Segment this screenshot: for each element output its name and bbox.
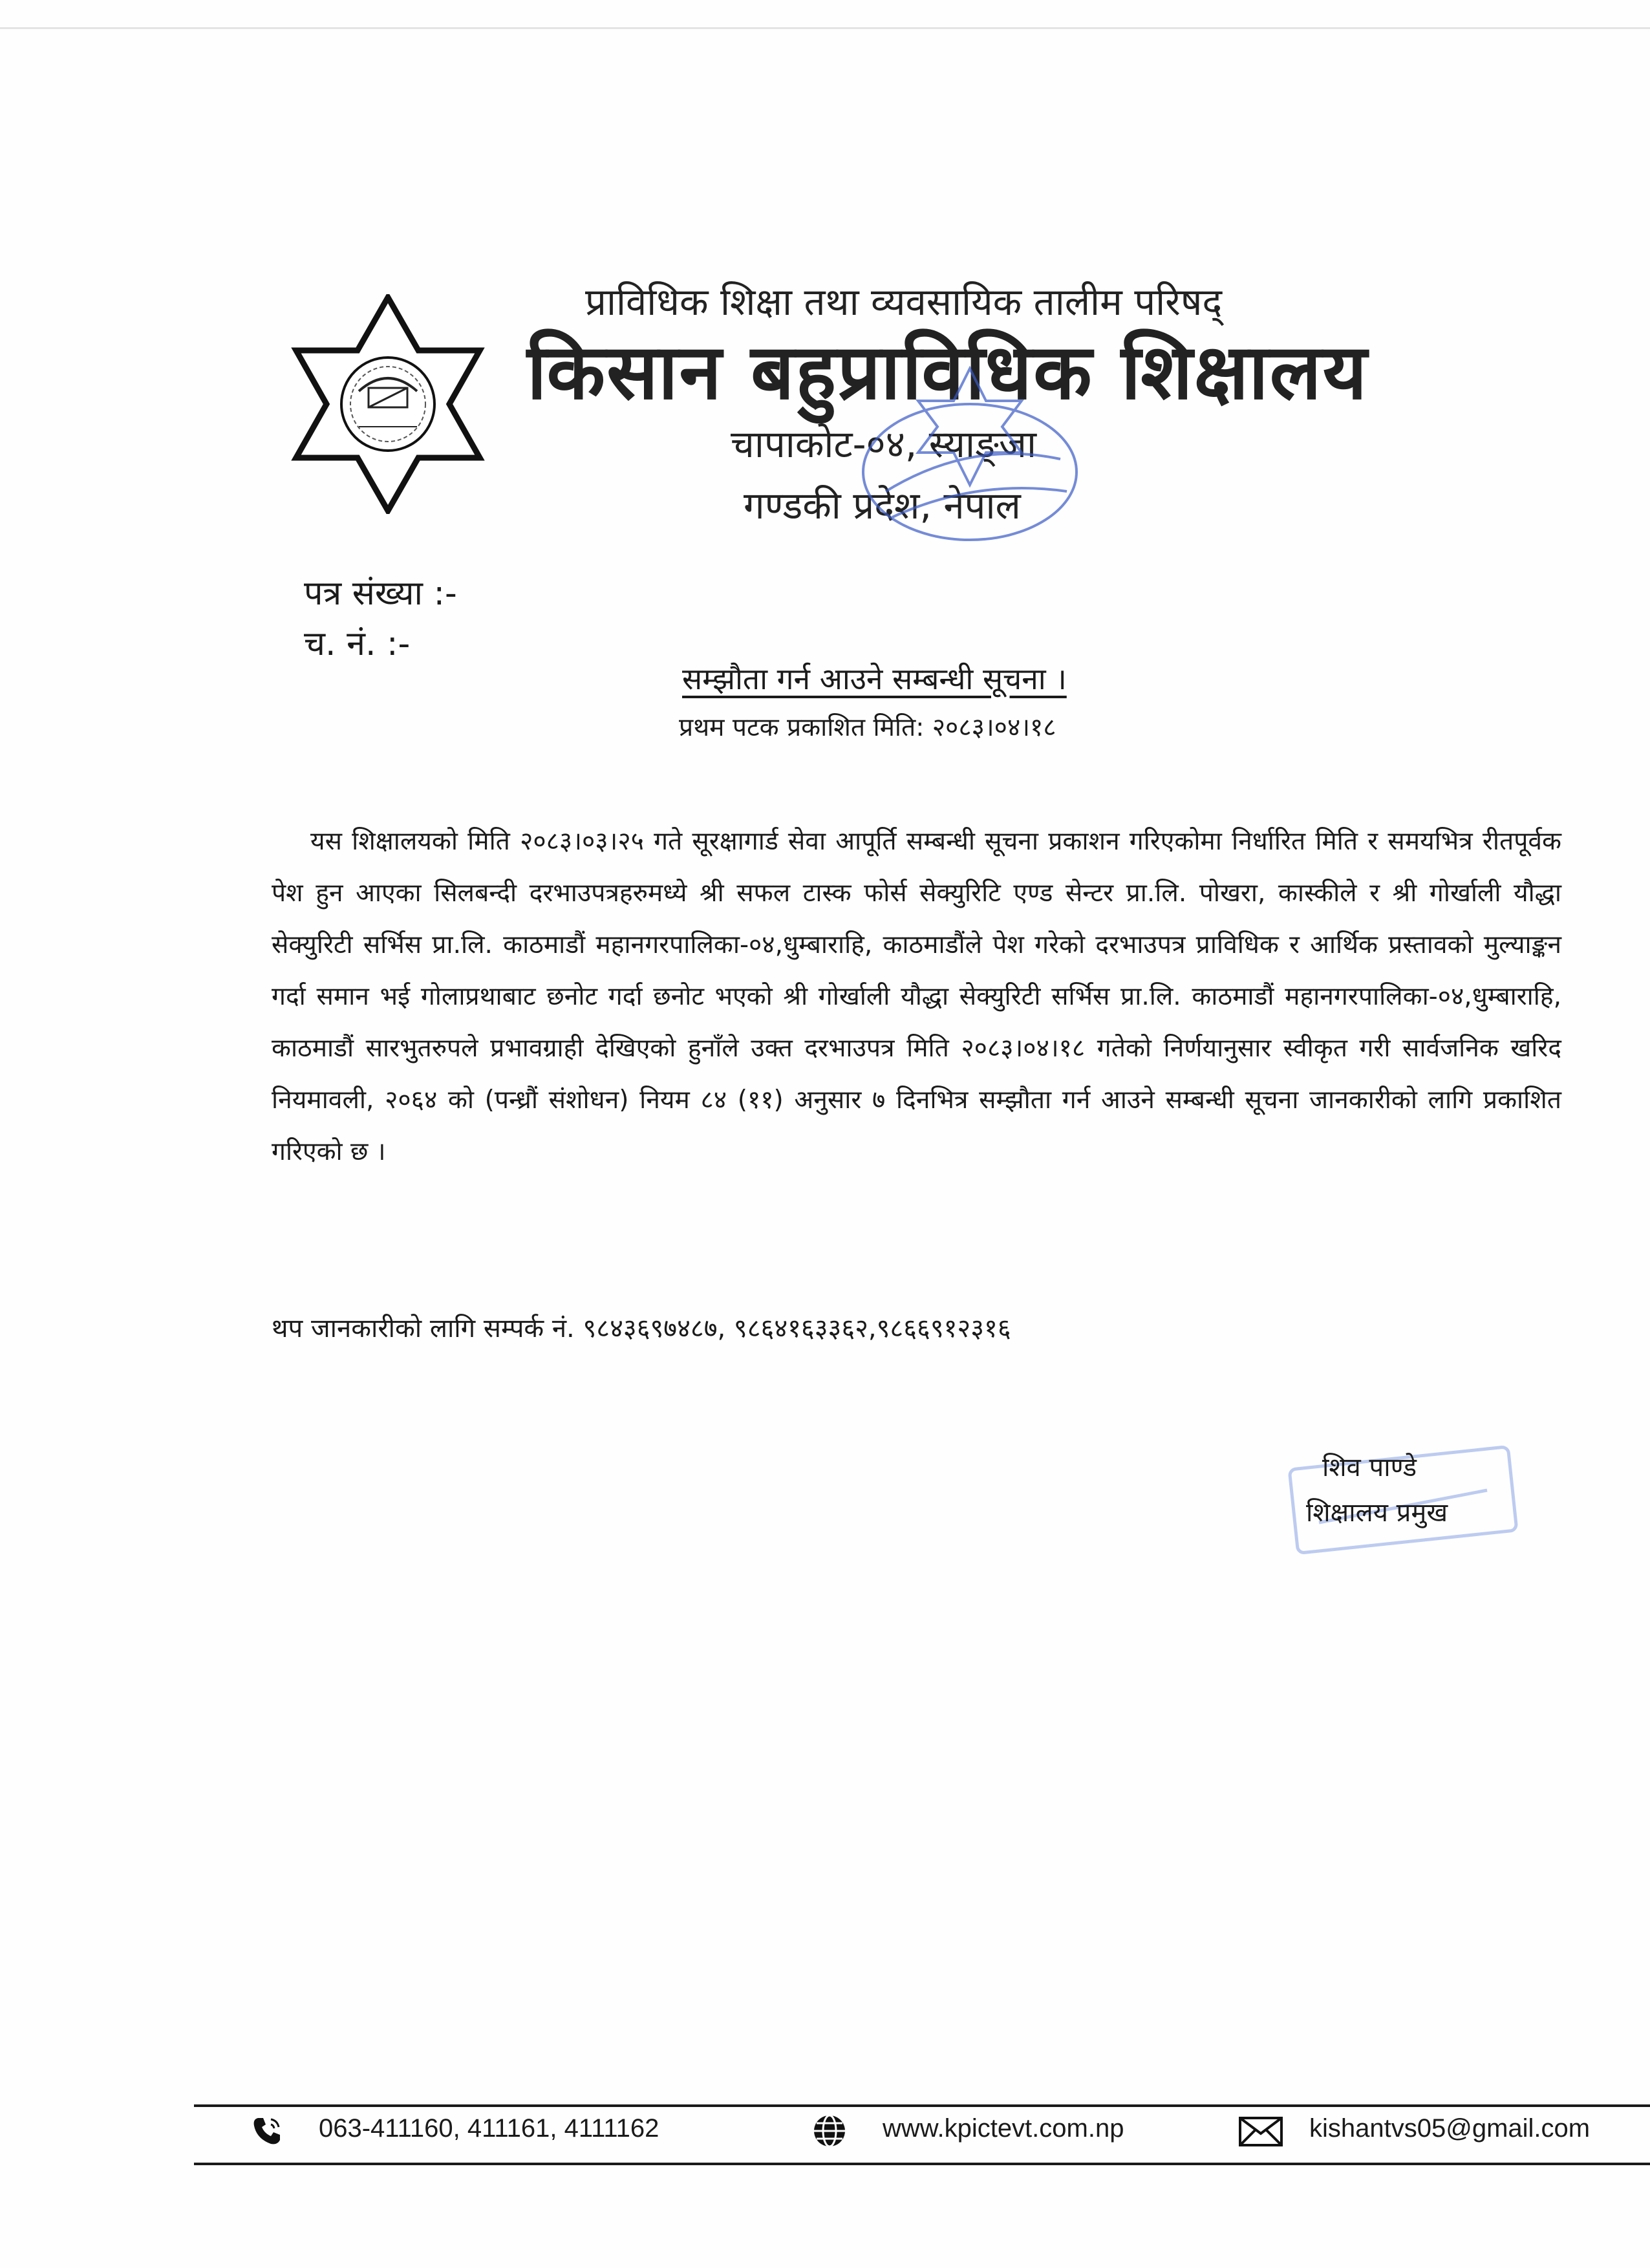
official-seal-stamp [847, 362, 1080, 550]
letter-number-label: पत्र संख्या :- [304, 574, 457, 613]
footer-bottom-rule [194, 2163, 1650, 2165]
footer-phone: 063-411160, 411161, 4111162 [319, 2114, 659, 2143]
notice-body: यस शिक्षालयको मिति २०८३।०३।२५ गते सूरक्षागार्ड सेवा आपूर्ति सम्बन्धी सूचना प्रकाशन गरिएकोमा निर्धारित मिति र समयभित्र रीतपूर्वक पेश हुन आएका सिलबन्दी दरभाउपत्रहरुमध्ये श्री सफल टास्क फोर्स सेक्युरिटि एण्ड सेन्टर प्रा.लि. पोखरा, कास्कीले र श्री गोर्खाली यौद्धा सेक्युरिटी सर्भिस प्रा.लि. काठमाडौं महानगरपालिका-०४,धुम्बाराहि, काठमाडौंले पेश गरेको दरभाउपत्र प्राविधिक र आर्थिक प्रस्तावको मुल्याङ्कन गर्दा समान भई गोलाप्रथाबाट छनोट गर्दा छनोट भएको श्री गोर्खाली यौद्धा सेक्युरिटी सर्भिस प्रा.लि. काठमाडौं महानगरपालिका-०४,धुम्बाराहि, काठमाडौं सारभुतरुपले प्रभावग्राही देखिएको हुनाँले उक्त दरभाउपत्र मिति २०८३।०४।१८ गतेको निर्णयानुसार स्वीकृत गरी सार्वजनिक खरिद नियमावली, २०६४ को (पन्ध्रौं संशोधन) नियम ८४ (११) अनुसार ७ दिनभित्र सम्झौता गर्न आउने सम्बन्धी सूचना जानकारीको लागि प्रकाशित गरिएको छ । [272, 827, 1561, 1166]
council-name: प्राविधिक शिक्षा तथा व्यवसायिक तालीम परिषद् [585, 280, 1223, 324]
institution-name: किसान बहुप्राविधिक शिक्षालय [527, 327, 1369, 416]
address-line-2: गण्डकी प्रदेश, नेपाल [744, 484, 1021, 528]
contact-numbers: थप जानकारीको लागि सम्पर्क नं. ९८४३६९७४८७, ९८६४१६३३६२,९८६६९१२३१६ [272, 1314, 1011, 1343]
notice-title: सम्झौता गर्न आउने सम्बन्धी सूचना । [682, 661, 1067, 696]
phone-icon [249, 2113, 285, 2149]
institution-emblem [278, 294, 498, 514]
address-line-1: चापाकोट-०४, स्याङ्जा [731, 422, 1036, 466]
signatory-name: शिव पाण्डे [1322, 1453, 1417, 1482]
footer-email-link[interactable]: kishantvs05@gmail.com [1309, 2114, 1591, 2143]
signatory-title: शिक्षालय प्रमुख [1306, 1498, 1448, 1528]
footer-website-link[interactable]: www.kpictevt.com.np [883, 2114, 1124, 2143]
footer-top-rule [194, 2104, 1650, 2107]
notice-publish-date: प्रथम पटक प्रकाशित मिति: २०८३।०४।१८ [679, 713, 1056, 742]
top-scan-line [0, 27, 1650, 29]
globe-icon [811, 2113, 848, 2149]
mail-icon [1238, 2113, 1283, 2149]
dispatch-number-label: च. नं. :- [304, 625, 411, 663]
